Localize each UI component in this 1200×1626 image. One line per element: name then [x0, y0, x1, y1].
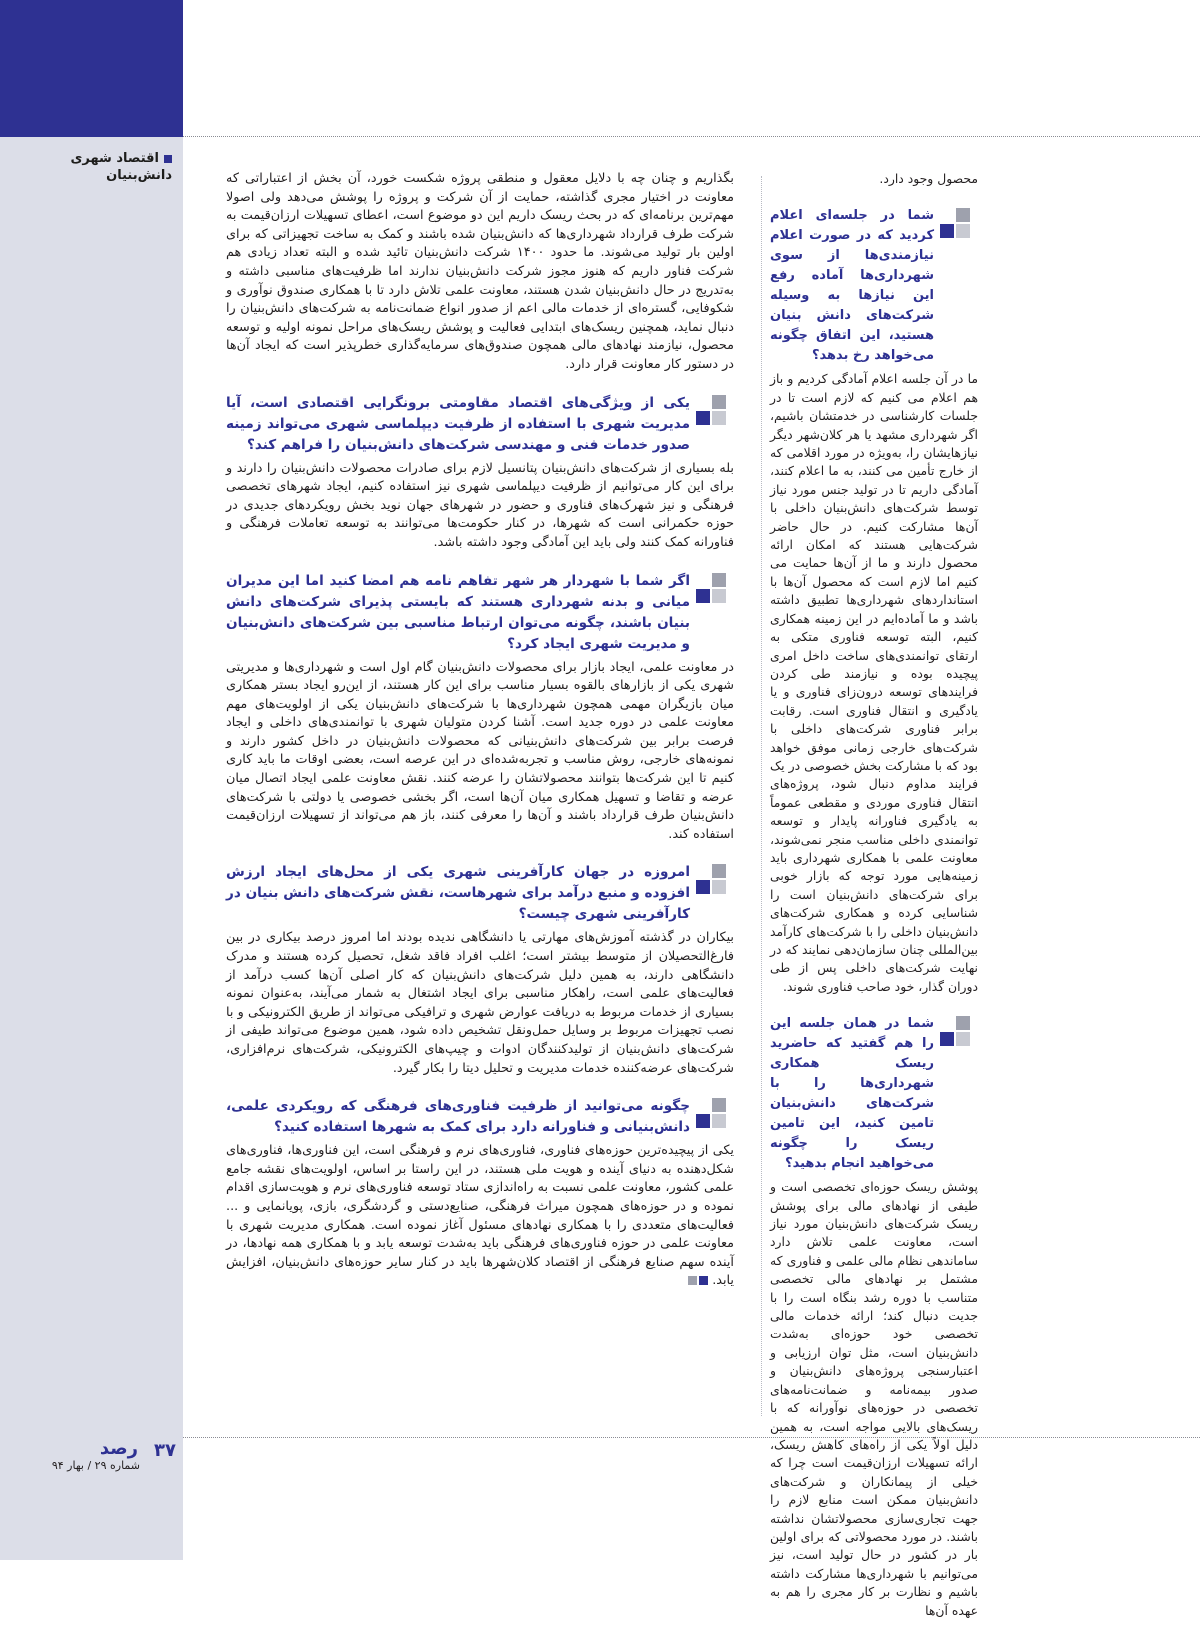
question-text: اگر شما با شهردار هر شهر تفاهم نامه هم امضا کنید اما این مدیران میانی و بدنه شهرداری هستند که بایستی پذیرای شرکت‌های دانش بنیان باشند، چگونه می‌توان ارتباط مناسبی بین شرکت‌های دانش‌بنیان و مدیریت شهری ایجاد کرد؟ [226, 572, 690, 652]
end-mark-icon [699, 1276, 708, 1285]
question-text: یکی از ویژگی‌های اقتصاد مقاومتی برونگرایی اقتصادی است، آیا مدیریت شهری با استفاده از ظرفیت دیپلماسی شهری می‌تواند زمینه صدور خدمات فنی و مهندسی شرکت‌های دانش‌بنیان را فراهم کند؟ [226, 394, 690, 453]
issue-info: شماره ۲۹ / بهار ۹۴ [51, 1459, 140, 1472]
question-marker-icon [696, 1098, 734, 1130]
question-marker-icon [696, 395, 734, 427]
question-heading [770, 206, 978, 366]
question-text: شما در جلسه‌ای اعلام کردید که در صورت اعلام نیازمندی‌ها از سوی شهرداری‌ها آماده رفع این نیازها به وسیله شرکت‌های دانش بنیان هستید، این اتفاق چگونه می‌خواهد رخ بدهد؟ [770, 208, 934, 364]
answer-paragraph: بله بسیاری از شرکت‌های دانش‌بنیان پتانسیل لازم برای صادرات محصولات دانش‌بنیان را دارند و برای این کار می‌توانیم از ظرفیت دیپلماسی شهری نیز استفاده کنیم، ایجاد شهرهای تخصصی فرهنگی و نیز شهرک‌های فناوری و حضور در شهرهای جهان نوید بخش رویکردهای جدیدی در حوزه حکمرانی است که شهرها، در کنار حکومت‌ها می‌توانند به توسعه تعاملات فرهنگی و فناورانه کمک کنند ولی باید این آمادگی وجود داشته باشد. [226, 460, 734, 550]
top-color-block [0, 0, 183, 137]
page-number: ۳۷ [154, 1440, 176, 1461]
question-text: چگونه می‌توانید از ظرفیت فناوری‌های فرهنگی که رویکردی علمی، دانش‌بنیانی و فناورانه دارد برای کمک به شهرها استفاده کنید؟ [226, 1098, 690, 1136]
paragraph: محصول وجود دارد. [879, 171, 978, 186]
bottom-divider [183, 1437, 1200, 1438]
question-text: امروزه در جهان کارآفرینی شهری یکی از محل‌های ایجاد ارزش افزوده و منبع درآمد برای شهرهاست، نقش شرکت‌های دانش بنیان در کارآفرینی شهری چیست؟ [226, 864, 690, 923]
top-divider [183, 136, 1200, 137]
answer-paragraph: بیکاران در گذشته آموزش‌های مهارتی یا دانشگاهی ندیده بودند اما امروز درصد بیکاری در بین فارغ‌التحصیلان از متوسط بیشتر است؛ اغلب افراد فاقد شغل، تحصیل کرده هستند و مدرک دانشگاهی دارند، به همین دلیل شرکت‌های دانش‌بنیان که کار اصلی آن‌ها کسب درآمد از فعالیت‌های علمی است، راهکار مناسبی برای ایجاد اشتغال به شمار می‌آیند، به‌عنوان نمونه بسیاری از خدمات مربوط به دریافت عوارض شهری و ترافیکی می‌تواند از طریق الکترونیکی و با نصب تجهیزات مربوط بر وسایل حمل‌ونقل تشخیص داده شود، همین موضوع می‌تواند طیفی از شرکت‌های دانش‌بنیان از تولیدکنندگان ادوات و چیپ‌های الکترونیکی، شرکت‌های نرم‌افزاری، شرکت‌های عرضه‌کننده خدمات مدیریت و تحلیل دیتا را بکار گیرد. [226, 930, 734, 1076]
answer-paragraph: در معاونت علمی، ایجاد بازار برای محصولات دانش‌بنیان گام اول است و شهرداری‌ها و مدیریتی شهری یکی از بازارهای بالقوه بسیار مناسب برای این کار هستند، از این‌رو ایجاد بستر همکاری میان بازیگران مهمی همچون شهرداری‌ها با شرکت‌های دانش‌بنیان یکی از اولویت‌های مهم معاونت علمی در دوره جدید است. آشنا کردن متولیان شهری با توانمندی‌های داخلی و ایجاد فرصت برابر بین شرکت‌های دانش‌بنیانی که محصولات دانش‌بنیان در داخل کشور دارند و نمونه‌های خارجی، روش مناسب و تجربه‌شده‌ای در این عرصه است، بعضی اوقات ما باید کاری کنیم تا این شرکت‌ها بتوانند محصولاتشان را عرضه کنند. نقش معاونت علمی ایجاد اتصال میان عرضه و تقاضا و تسهیل همکاری میان آن‌ها است، اگر بخشی خصوصی یا دولتی با شرکت‌های دانش‌بنیان طرف قرارداد باشند و آن‌ها را معرفی کنند، باز هم می‌تواند از تسهیلات ارزان‌قیمت استفاده کند. [226, 659, 734, 842]
answer-paragraph: پوشش ریسک حوزه‌ای تخصصی است و طیفی از نهادهای مالی برای پوشش ریسک شرکت‌های دانش‌بنیان مورد نیاز است، معاونت علمی تلاش دارد ساماندهی نظام مالی علمی و فناوری که مشتمل بر نهادهای مالی تخصصی متناسب با دوره رشد بنگاه است را با جدیت دنبال کند؛ ارائه خدمات مالی تخصصی خود حوزه‌ای به‌شدت دانش‌بنیان است، مثل توان ارزیابی و اعتبارسنجی پروژه‌های دانش‌بنیان و صدور بیمه‌نامه و ضمانت‌نامه‌های تخصصی در حوزه‌های نوآورانه که با ریسک‌های بالایی مواجه است، به همین دلیل اولاً یکی از راه‌های کاهش ریسک، ارائه تسهیلات ارزان‌قیمت است چرا که خیلی از پیمانکاران و شرکت‌های دانش‌بنیان ممکن است منابع لازم را جهت تجاری‌سازی محصولاتشان نداشته باشند. در مورد محصولاتی که برای اولین بار در کشور در حال تولید است، نیز می‌توانیم با شهرداری‌ها مشارکت داشته باشیم و نظارت بر کار مجری را هم به عهده آن‌ها [770, 1179, 978, 1618]
section-marker-icon [164, 155, 172, 163]
answer-paragraph: ما در آن جلسه اعلام آمادگی کردیم و باز هم اعلام می کنیم که لازم است تا در جلسات کارشناسی در خدمتشان باشیم، اگر شهرداری مشهد یا هر کلان‌شهر دیگر نیازهایشان را، به‌ویژه در مورد اقلامی که از خارج تأمین می کنند، به ما اعلام کنند، آمادگی داریم تا در تولید جنس مورد نیاز توسط شرکت‌های دانش‌بنیان داخلی با آن‌ها مشارکت کنیم. در حال حاضر شرکت‌هایی هستند که امکان ارائه محصول دارند و ما از آن‌ها حمایت می کنیم اما لازم است که محصول آن‌ها با استانداردهای شهرداری‌ها تطبیق داشته باشد و ما آماده‌ایم در این زمینه همکاری کنیم، البته توسعه فناوری متکی به ارتقای توانمندی‌های ساخت داخل امری پیچیده بوده و نیازمند طی کردن فرایندهای توسعه درون‌زای فناوری و یا یادگیری و انتقال فناوری است. رقابت برابر فناوری شرکت‌های داخلی با شرکت‌های خارجی زمانی موفق خواهد بود که با مشارکت بخش خصوصی در یک فرایند مداوم دنبال شود، پروژه‌های انتقال فناوری موردی و مقطعی عموماً به یادگیری فناورانه پایدار و توسعه توانمندی داخلی مناسب منجر نمی‌شوند، معاونت علمی با همکاری شهرداری باید زمینه‌هایی مورد توجه که بازار خوبی برای شرکت‌های دانش‌بنیان است را شناسایی کرده و همکاری شرکت‌های دانش‌بنیان داخلی را با شرکت‌های کارآمد بین‌المللی چنان سازمان‌دهی نمایند که در نهایت شرکت‌های داخلی پس از طی دوران گذار، خود صاحب فناوری شوند. [770, 371, 978, 994]
question-marker-icon [940, 208, 978, 240]
column-divider [761, 176, 762, 1416]
question-marker-icon [940, 1016, 978, 1048]
answer-paragraph [226, 1142, 734, 1291]
question-marker-icon [696, 573, 734, 605]
paragraph: بگذاریم و چنان چه با دلایل معقول و منطقی پروژه شکست خورد، آن بخش از اعتباراتی که معاونت در اختیار مجری گذاشته، حمایت از آن شرکت و پروژه را پوشش می‌دهد ولی اصولا مهم‌ترین برنامه‌ای که در بحث ریسک داریم این دو موضوع است، اعطای تسهیلات ارزان‌قیمت به شرکت طرف قرارداد شهرداری‌ها که دانش‌بنیان شده باشند و کمک به ساخت تجهیزاتی که برای اولین بار تولید می‌شوند. ما حدود ۱۴۰۰ شرکت دانش‌بنیان تائید شده و البته تعداد زیادی هم شرکت فناور داریم که هنوز مجوز شرکت دانش‌بنیان ندارند اما ظرفیت‌های مناسبی داشته و به‌تدریج در حال دانش‌بنیان شدن هستند، معاونت علمی تلاش دارد تا با همکاری صندوق نوآوری و شکوفایی، گستره‌ای از خدمات مالی اعم از صدور انواع ضمانت‌نامه به شرکت‌های دانش‌بنیان را دنبال نماید، همچنین ریسک‌های ابتدایی فعالیت و پوشش ریسک‌های مراحل نمونه اولیه و توسعه محصول، نیازمند نهادهای مالی همچون صندوق‌های سرمایه‌گذاری خطرپذیر است که ایجاد آن‌ها در دستور کار معاونت قرار دارد. [226, 171, 734, 372]
side-band [0, 0, 183, 1560]
question-heading [226, 393, 734, 456]
question-heading [770, 1014, 978, 1174]
article-column-right [770, 170, 978, 1626]
end-mark-icon [688, 1276, 697, 1285]
magazine-logo: رصد [99, 1438, 138, 1459]
article-column-left [226, 170, 734, 1297]
answer-text: یکی از پیچیده‌ترین حوزه‌های فناوری، فناوری‌های نرم و فرهنگی است، این فناوری‌ها، فناوری‌های شکل‌دهنده به دنیای آینده و هویت ملی هستند، در این راستا بر اساس، اولویت‌های نقشه جامع علمی کشور، معاونت علمی نسبت به راه‌اندازی ستاد توسعه فناوری‌های نرم و هویت‌سازی اقدام نموده و در حوزه‌های همچون میراث فرهنگی، صنایع‌دستی و گردشگری، بازی، پویانمایی و ... فعالیت‌های متعددی را با همکاری نهادهای مسئول آغاز نموده است. همکاری مدیریت شهری با معاونت علمی در حوزه فناوری‌های فرهنگی باید به‌شدت توسعه یابد و با همکاری همه نهادها، در آینده سهم صنایع فرهنگی از اقتصاد کلان‌شهرها باید در کنار سایر حوزه‌های دانش‌بنیان، افزایش یابد. [226, 1143, 734, 1289]
section-title [22, 150, 172, 184]
question-heading [226, 571, 734, 655]
question-text: شما در همان جلسه این را هم گفتید که حاضرید ریسک همکاری شهرداری‌ها را با شرکت‌های دانش‌بنیان تامین کنید، این تامین ریسک را چگونه می‌خواهید انجام بدهید؟ [770, 1016, 934, 1172]
section-title-text: اقتصاد شهری دانش‌بنیان [70, 151, 172, 183]
question-heading [226, 1096, 734, 1138]
question-heading [226, 862, 734, 925]
question-marker-icon [696, 864, 734, 896]
